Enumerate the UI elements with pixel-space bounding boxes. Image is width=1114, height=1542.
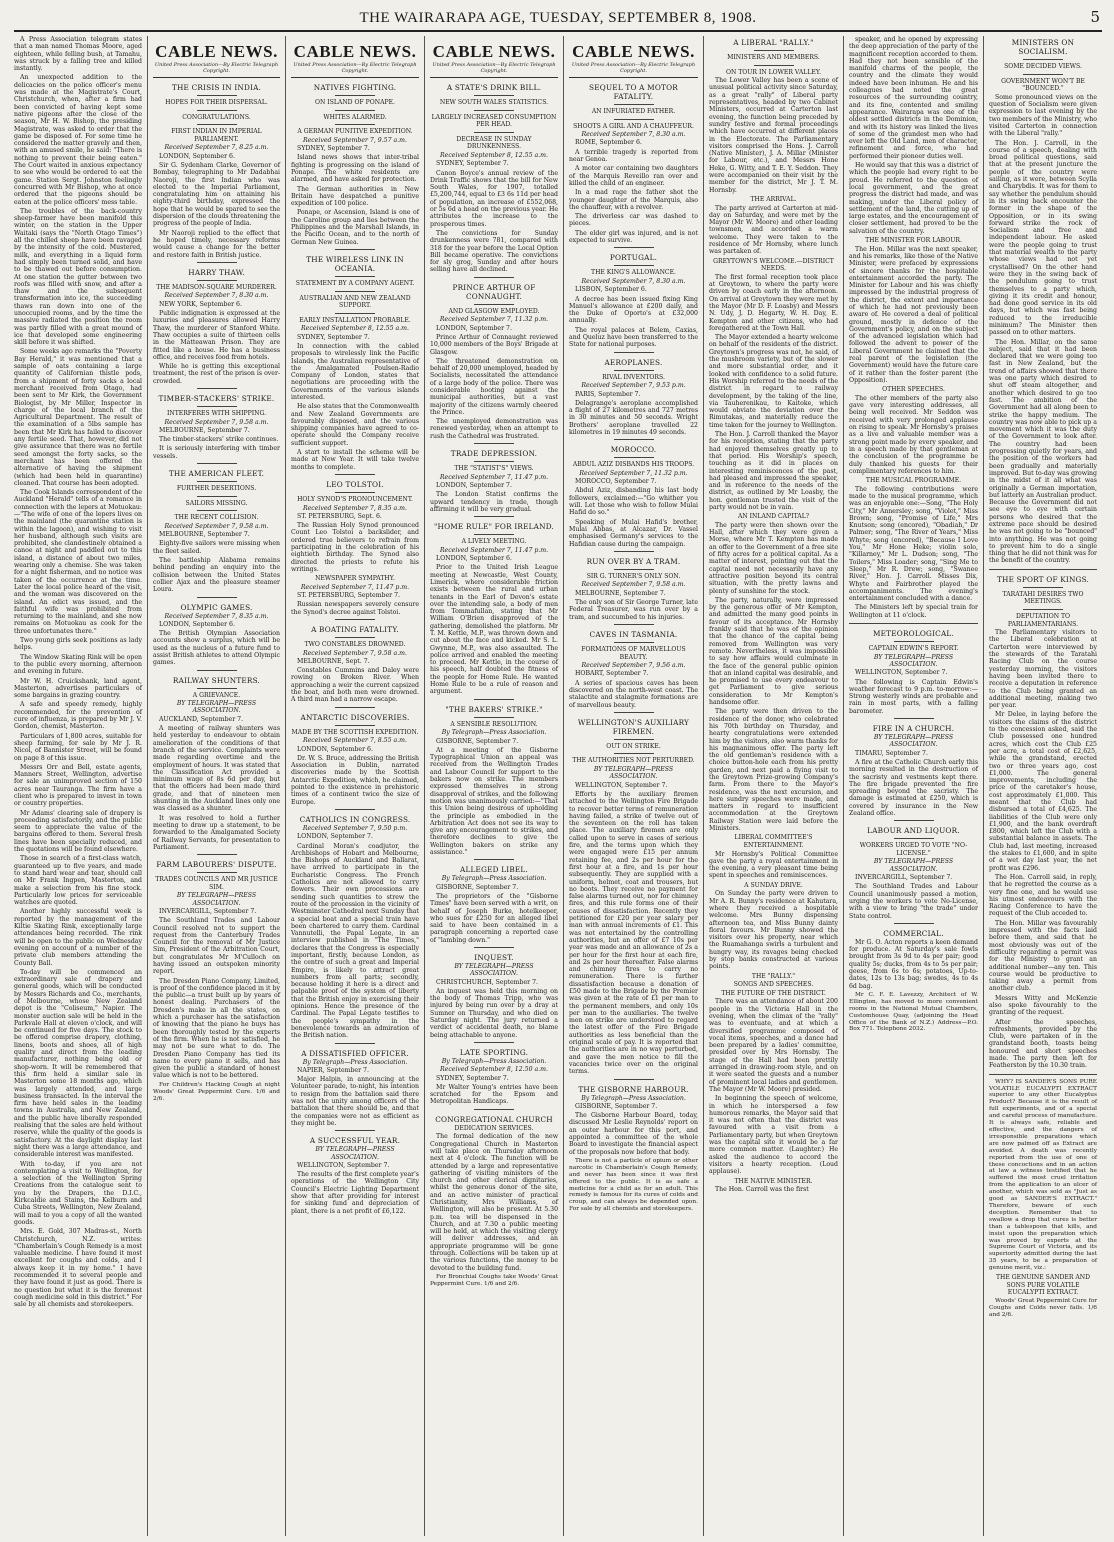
agency-line: BY TELEGRAPH—PRESS ASSOCIATION.	[315, 1146, 395, 1161]
paragraph: The only son of Sir George Turner, late Federal Treasurer, was run over by a tram, and succumbed to his injuries.	[569, 599, 698, 621]
article-subhead: MADE BY THE SCOTTISH EXPEDITION.	[291, 728, 419, 736]
article-subhead: GOVERNMENT WON'T BE "BOUNCED."	[1001, 77, 1085, 93]
paragraph: It is seriously interfering with timber vessels.	[153, 445, 280, 460]
article-subhead: TWO CONSTABLES DROWNED.	[304, 641, 406, 648]
paragraph: Messrs Witty and McKenzie also spoke favourably to the granting of the request.	[989, 994, 1097, 1017]
article-subhead: RIVAL INVENTORS.	[602, 373, 665, 381]
paragraph: Cardinal Moran's coadjutor, the Archbishops of Hobart and Melbourne, the Bishops of Auckland and Ballarat, have arrived to participate in the Eucharistic Congress. The French Catholics are not allowed to carry flowers. Their own processions are sending such quantities to strew the route of the procession in the vicinity of Westminster Cathedral next Sunday that a special boat and a special train have been chartered to carry them. Cardinal Vannutelli, the Papal Legate, in an interview published in "The Times," declares that the Congress is especially important, firstly, because London, as the centre of such a great and Imperial Empire, is likely to attract great numbers from all parts; secondly, because holding it here is a direct and palpable proof of the system of liberty that the British enjoy in exercising their opinions. Hence the presence of the Cardinal. The Papal Legate testifies to the people's sympathy in the benevolence towards an admiration of the British nation.	[291, 842, 419, 1040]
advertisement: There is not a particle of opium or other narcotic in Chamberlain's Cough Remedy, and never has been since it was first offered to the public. It is as safe a medicine for a child as for an adult. This remedy is famous for its cures of colds and croup, and can always be depended upon. For sale by all chemists and storekeepers.	[569, 1157, 698, 1213]
article-headline: TIMBER-STACKERS' STRIKE.	[158, 393, 275, 403]
place: ROME, September 6.	[575, 139, 642, 147]
column-3	[285, 36, 424, 1536]
agency-line: BY TELEGRAPH—PRESS ASSOCIATION.	[593, 766, 674, 781]
paragraph: The Southland Trades and Labour Council resolved not to support the request from the Canterbury Trades Council for the removal of Mr Justice Sim, President of the Arbitration Court, but congratulates Mr M'Culloch on having issued an outspoken minority report.	[153, 917, 280, 976]
article-subhead: INTERFERES WITH SHIPPING.	[166, 409, 267, 417]
paragraph: The convictions for Sunday drunkenness were 781, compared with 318 for the year before the Local Option Bill became operative. The convictions for sly grog, Sunday and after hours selling have all declined.	[430, 229, 558, 274]
paragraph: At a meeting of the Gisborne Typographical Union an appeal was received from the Wellington Trades and Labour Council for support to the bakers now on strike. The members expressed themselves in strong disapproval of strikes, and the following motion was unanimously carried:—"That this Union being desirous of upholding the principle as embodied in the Arbitration Act does not see its way to give any encouragement to strikes, and therefore declines to give the Wellington bakers on strike any assistance."	[430, 746, 558, 857]
article-subhead: DEPUTATION TO PARLIAMENTARIANS.	[1007, 612, 1079, 628]
paragraph: Those in search of a first-class watch, guaranteed up to five years, and made to stand hard wear and tear, should call on Mr Frank Ingpen, Masterton, and make a selection from his fine stock. Particularly low prices for serviceable watches are quoted.	[14, 855, 142, 907]
paragraph: Messrs Orr and Bell, estate agents, Manners Street, Wellington, advertise for sale an unimproved section of 150 acres near Tauranga. The firm have a client who is prepared to invest in town or country properties.	[14, 763, 142, 808]
column-1	[14, 36, 147, 1536]
place: WELLINGTON, September 7.	[855, 669, 948, 677]
paragraph: The driverless car was dashed to pieces.	[569, 213, 698, 228]
paragraph: A Press Association telegram states that a man named Thomas Moore, aged eighteen, while felling bush, at Tamahu, was struck by a falling tree and killed instantly.	[14, 36, 142, 73]
section-subhead: LIBERAL COMMITTEE'S ENTERTAINMENT.	[734, 834, 813, 849]
paragraph: The timber-stackers' strike continues.	[159, 436, 279, 444]
article-subhead: FIRST INDIAN IN IMPERIAL PARLIAMENT.	[171, 128, 262, 143]
columns	[14, 36, 1102, 1536]
section-subhead: THE MINISTER FOR LABOUR.	[865, 237, 962, 245]
paragraph: The formal dedication of the new Congregational Church in Masterton will take place on Thursday afternoon next at 4 o'clock. The function will be attended by a large and representative gathering of visiting ministers of the church and other clerical dignitaries, whilst the generous donor of the site, and an active minister of practical Christianity, Mrs Williams, of Wellington, will also be present. At 5.30 p.m. tea will be dispensed in the Church, and at 7.30 a public meeting will be held, at which the visiting clergy will deliver addresses, and an appropriate programme will be gone through. Collections will be taken up at the various functions, the money to be devoted to the building fund.	[430, 1133, 558, 1272]
article-headline: HARRY THAW.	[188, 267, 245, 277]
agency-line: By Telegraph—Press Association.	[441, 875, 547, 883]
article-headline: A SUCCESSFUL YEAR.	[309, 1136, 401, 1146]
dateline: Received September 8, 12.55 a.m.	[301, 325, 409, 333]
paragraph: The following is Captain Edwin's weather forecast to 9 p.m. to-morrow:—Strong westerly winds are probable and rain in most parts, with a falling barometer.	[849, 678, 978, 715]
masthead	[14, 8, 1102, 32]
paragraph: Mr Hornsby's Political Committee gave the party a royal entertainment in the evening, a very pleasant time being spent in speeches and reminiscences.	[709, 850, 838, 880]
dateline: Received September 7, 9.53 p.m.	[581, 382, 686, 390]
place: SYDNEY, September 7.	[297, 145, 370, 153]
paragraph: The party, naturally, were impressed by the generous offer of Mr Kempton, and admitted the many good points in favour of its acceptance. Mr Hornsby frankly said that he was of the opinion that the chance of the capital being removed from Wellington was very remote. Nevertheless, it was impossible to say how affairs would culminate in the face of the general public opinion that an inland capital was desirable, and he promised to use every endeavour to get Parliament to give serious consideration to Mr Kempton's handsome offer.	[709, 596, 838, 707]
place: LONDON, September 6.	[297, 745, 373, 753]
article-headline: THE AMERICAN FLEET.	[168, 469, 265, 479]
article-subhead: HOPES FOR THEIR DISPERSAL.	[165, 99, 268, 106]
paragraph: On Sunday the party were driven to Mr A. R. Bunny's residence at Kahutara, where they received a hospitable welcome. Mrs Bunny dispensing afternoon tea, and Miss Bunny dainty floral favours. Mr Bunny showed the visitors over his property, near which the Ruamahanga swirls a turbulent and hungry way, its ravages being checked by stop banks constructed at various points.	[709, 890, 838, 971]
article-subhead: THE "STATIST'S" VIEWS.	[454, 465, 534, 473]
paragraph: With to-day, if you are not contemplating a visit to Wellington, for a selection of the Wellington Spring Creations from the catalogue sent to you by the Drapers, the D.I.C., Kirkcaldie and Stains, the Kelburn and Cuba Streets, Wellington, New Zealand, will mail to you a copy of all the wanted goods.	[14, 1160, 142, 1226]
dateline: Received September 7, 9.58 a.m.	[164, 418, 269, 426]
article-headline: ANTARCTIC DISCOVERIES.	[300, 712, 410, 722]
advertisement: Woods' Great Peppermint Cure for Coughs and Colds never fails. 1/6 and 2/6.	[989, 1297, 1097, 1318]
paragraph: Mr Walter Young's entries have been scratched for the Epsom and Metropolitan Handicaps.	[430, 1083, 558, 1106]
paragraph: The troubles of the back-country sheep-farmer have been manifold this winter, on the station in the Upper Waitaki (says the "North Otago Times") all the chilled sheep have been ravaged by the intensity of the cold. Mustered, milk, and everything in a liquid form had simply been turned solid, and have to be thawed out before consumption. At one station the gutter between two roofs was filled with snow, and after a thaw and the subsequent transformation into ice, the succeeding thaws ran down into one of the unoccupied rooms, and by the time the massive radiated the position the room was partly filled with a great mound of ice that developed some engineering skill before it was shifted.	[14, 207, 142, 347]
article-headline: THE SPORT OF KINGS.	[996, 574, 1090, 584]
article-headline: TRADE DEPRESSION.	[450, 449, 538, 459]
paragraph: In connection with the cabled proposals to wirelessly link the Pacific Islands, the Australian representative of the Amalgamated Poulsen-Radio Company of London, states that negotiations are proceeding with the Governments of the various islands interested.	[291, 342, 419, 401]
place: SYDNEY, September 7.	[436, 1074, 509, 1082]
article-headline: CONGREGATIONAL CHURCH	[435, 1114, 553, 1124]
paragraph: The Hon. J. Carroll, in the course of a speech, dealing with broad political questions, said that at the present juncture the people of the country were sailing, as it were, between Scylla and Charybdis. It was for them to say whether the pendulum should in its swing back encounter the former in the shape of the Opposition, or in its swing forward strike the rock of Socialism and free and independent labour. He asked were the people going to trust that material wealth to the party whose views had not yet crystallised? On the other hand were they in the swing back of the pendulum going to trust themselves to a party which, giving it its credit and honour, had done good service in its old days, but which was fast being reduced to the irreducible minimum? The Minister then passed on to other matters.	[989, 139, 1097, 337]
paragraph: The German authorities in New Britain have despatched a punitive expedition of 100 police.	[291, 185, 419, 208]
agency-line: BY TELEGRAPH—PRESS ASSOCIATION.	[873, 734, 954, 749]
paragraph: Dr. W. S. Bruce, addressing the British Association in Dublin, narrated discoveries made by the Scottish Antarctic Expedition, which, he claimed, pointed to the existence in prehistoric times of a continent twice the size of Europe.	[291, 754, 419, 806]
paragraph: Public indignation is expressed at the luxuries and pleasures allowed Harry Thaw, the murderer of Stanford White. Thaw occupies a suite of thirteen cells in the Matteawan Prison. They are fitted like a house. He has a business office, and receives food from hotels.	[153, 310, 280, 361]
agency-line: BY TELEGRAPH—PRESS ASSOCIATION.	[873, 653, 954, 668]
article-headline: COMMERCIAL.	[883, 928, 944, 938]
paragraph: Prince Arthur of Connaught reviewed 10,000 members of the Boys' Brigade at Glasgow.	[430, 333, 558, 356]
article-subhead: CONGRATULATIONS.	[182, 113, 251, 121]
place: GISBORNE, September 7.	[436, 883, 519, 891]
dateline: Received September 7, 9.50 p.m.	[302, 824, 408, 832]
advertisement: WHY? IS SANDER'S SONS PURE VOLATILE EUCALYPTI EXTRACT superior to any other Eucalyptus Product? Because it is the result of full experiments, and of a special and careful process of manufacture. It is always safe, reliable and effective, and the dangers of irresponsible preparations which are now palmed off as Extract are avoided. A death was recently reported from the use of one of these concoctions and in an action at law a witness testified that he suffered the most cruel irritation from the application to an ulcer of another, which was sold as "Just as good as SANDER'S EXTRACT." Therefore, beware of such deception. Remember that to swallow a drop that cures is better than a tablespoon that kills, and insist upon the preparation which was proved by experts at the Supreme Court of Victoria, and its superiority admitted during the last 35 years, to be a preparation of genuine merit, viz.:	[989, 1078, 1097, 1272]
section-subhead: THE FUTURE OF THE DISTRICT.	[721, 989, 826, 997]
paragraph: The Hon. Millar was favourably impressed with the facts laid before them, and said that he most obviously was out of the difficulty regarding a permit was for the Ministry to grant an additional number—any ten. This course would be productive to taking away a permit from another club.	[989, 919, 1097, 993]
dateline: Received September 7, 8.30 a.m.	[581, 277, 686, 285]
paragraph: It was resolved to hold a further meeting to draw up a statement, to be forwarded to the Amalgamated Society of Railway Servants, for presentation to Parliament.	[153, 814, 280, 851]
paragraph: The London Statist confirms the upward tendency in trade, though affirming it will be very gradual.	[430, 491, 558, 513]
paragraph: The other members of the party also gave very interesting addresses, all being well received. Mr Seddon was received with very prolonged applause on rising to speak. Mr Hornsby's praises as a live and valuable member was a strong point made by every speaker, and in a speech made by that gentleman at the conclusion of the programme he duly thanked his guests for their complimentary references to him.	[849, 394, 978, 475]
article-headline: "HOME RULE" FOR IRELAND.	[433, 522, 555, 532]
article-headline: "THE BAKERS' STRIKE."	[445, 704, 543, 714]
paragraph: Two young girls seek positions as lady helps.	[14, 637, 142, 652]
cable-news-heading: CABLE NEWS.	[432, 42, 556, 61]
article-subhead: WHITES ALARMED.	[323, 113, 387, 121]
paragraph: An inquest was held this morning on the body of Thomas Tripp, who was injured by being run over by a dray at Sumner on Thursday, and who died on Saturday night. The jury returned a verdict of accidental death, no blame being attachable to anyone.	[430, 987, 558, 1039]
place: SYDNEY, September 7.	[436, 160, 509, 168]
paragraph: He also states that the Commonwealth and New Zealand Governments are favourably disposed, and the various shipping companies have agreed to co-operate should the Company receive sufficient support.	[291, 403, 419, 447]
article-headline: FIRE IN A CHURCH.	[872, 724, 955, 734]
article-headline: WELLINGTON'S AUXILIARY FIREMEN.	[577, 717, 690, 736]
place: CHRISTCHURCH, September 7.	[436, 978, 538, 986]
place: LONDON, September 6.	[436, 555, 512, 563]
section-subhead: AN INLAND CAPITAL?	[737, 513, 810, 521]
place: GISBORNE, September 7.	[436, 737, 519, 745]
column-2	[147, 36, 285, 1536]
dateline: Received September 7, 11.47 p.m.	[300, 583, 410, 591]
article-subhead: THE MADISON-SQUARE MURDERER.	[156, 283, 277, 291]
dateline: Received September 7, 9.58 a.m.	[581, 581, 686, 589]
article-headline: THE CRISIS IN INDIA.	[171, 83, 262, 92]
section-subhead: THE MUSICAL PROGRAMME.	[865, 477, 962, 485]
article-headline: NATIVES FIGHTING.	[313, 83, 397, 92]
article-headline: A DISSATISFIED OFFICER.	[301, 1048, 409, 1058]
dateline: Received September 7, 8.35 a.m.	[302, 504, 408, 512]
dateline: Received September 7, 8.30 a.m.	[581, 131, 686, 139]
paragraph: The battleship Alabama remains behind pending an enquiry into the collision between the United States collier Ajax and the pleasure steamer Loura.	[153, 557, 280, 594]
article-subhead: WORKERS URGED TO VOTE "NO-LICENSE."	[859, 842, 968, 857]
place: TIMARU, September 7.	[855, 749, 928, 757]
agency-line: By Telegraph—Press Association.	[581, 1094, 686, 1102]
article-headline: A BOATING FATALITY.	[311, 625, 399, 634]
paragraph: The Mayor extended a hearty welcome on behalf of the residents of the district. Greytown's progress was not, he said, of the mushroom variety, but of the slower and more substantial order, and it looked with confidence to a solid future. His Worship referred to the needs of the district in regard to railway development, by the taking of the line, via Tauherenikau, to Kaitoke, which would obviate the deviation over the Rimutakas, and materially reduce the time taken for the journey to Wellington.	[709, 334, 838, 429]
dateline: Received September 7, 8.25 a.m.	[164, 144, 269, 152]
agency-line: BY TELEGRAPH—PRESS ASSOCIATION.	[873, 858, 954, 873]
dateline: Received September 7, 8.35 a.m.	[164, 612, 269, 620]
dateline: Received September 7, 11.47 p.m.	[439, 473, 549, 481]
article-subhead: SAILORS MISSING.	[185, 499, 248, 507]
paragraph: A safe and speedy remedy, highly recommended, for the prevention of cure of influenza, is prepared by Mr J. V. Gordon, chemist, Masterton.	[14, 701, 142, 731]
paragraph: The Ministers left by special train for Wellington at 11 o'clock.	[849, 604, 978, 619]
place: AUCKLAND, September 7.	[159, 715, 244, 723]
column-8	[983, 36, 1102, 1536]
section-subhead: GREYTOWN'S WELCOME.—DISTRICT NEEDS.	[713, 257, 834, 273]
paragraph: Ponape, or Ascension, Island is one of the Caroline group and lies between the Philippines and the Marshall Islands, in the Pacific Ocean, and to the north of German New Guinea.	[291, 209, 419, 246]
paragraph: Efforts by the auxiliary firemen attached to the Wellington Fire Brigade to recover better terms of remuneration having failed, a strike of twelve out of the seventeen on the roll has taken place. The auxiliary firemen are only called upon to serve in cases of serious fire, and the terms upon which they were engaged were £15 per annum retaining fee, and 2s per hour for the first hour at a fire, and 1s per hour subsequently. They are supplied with a uniform, helmet, coat and trousers, but no boots. They receive no payment for false alarms turned out, nor for chimney fires, and this rule forms one of their causes of dissatisfaction. Recently they petitioned for £20 per year salary per man with annual increments of £1. This was not entertained by the controlling authorities, but an offer of £7 10s per year was made and an allowance of 2s a per hour for the first hour at each fire, and 2s per hour thereafter. False alarms and chimney fires to carry no remuneration. There is further dissatisfaction because a donation of £50 made to the Brigade by the Premier was given at the rate of £1 per man to the permanent members, and only 10s per man to the auxiliaries. The twelve men on strike are understood to regard the latest offer of the Fire Brigade authorities as less beneficial than the original scale of pay. It is reported that the authorities are in no way perturbed, and gave the men notice to fill the vacancies twice over on the original terms.	[569, 790, 698, 1076]
paragraph: Mr W. H. Cruickshank, land agent, Masterton, advertises particulars of some bargains in grazing country.	[14, 677, 142, 700]
column-4	[424, 36, 563, 1536]
cable-news-heading: CABLE NEWS.	[293, 42, 417, 61]
dateline: Received September 7, 11.32 p.m.	[439, 316, 549, 324]
article-subhead: TRADES COUNCILS AND MR JUSTICE SIM.	[155, 876, 278, 891]
paragraph: Constables Cummins and Daley were rowing on Broken River. When approaching a weir the current capsized the boat, and both men were drowned. A third man had a narrow escape.	[291, 667, 419, 704]
place: LONDON, September 6.	[159, 620, 235, 628]
section-subhead: THE "RALLY."	[751, 972, 796, 980]
place: NAPIER, September 7.	[297, 1066, 369, 1074]
place: GISBORNE, September 7.	[575, 1102, 658, 1110]
cable-credit: United Press Association—By Electric Telegraph Copyright.	[569, 62, 698, 78]
article-subhead: NEWSPAPER SYMPATHY.	[315, 575, 395, 583]
article-headline: AEROPLANES.	[604, 357, 663, 367]
column-7	[843, 36, 983, 1536]
paragraph: The Hon. J. Carroll thanked the Mayor for his reception, stating that the party had enjoyed themselves greatly up to that period. His Worship's speech, touching as it did in places on interesting reminiscences of the past, had pleased and impressed the speaker, and in reference to the needs of the district, as outlined by Mr Loasby, the hon. gentleman trusted the visit of the party would not be in vain.	[709, 431, 838, 511]
place: MOROCCO, September 7.	[575, 478, 657, 486]
article-subhead: AUSTRALIAN AND NEW ZEALAND SUPPORT.	[299, 294, 411, 310]
paragraph: A terrible tragedy is reported from near Genoa.	[569, 148, 698, 164]
paragraph: The threatened demonstration on behalf of 20,000 unemployed, headed by Socialists, necessitated the attendance of a large body of the police. There was considerable hooting against the municipal authorities, but a vast majority of the citizens warmly cheered the Prince.	[430, 357, 558, 416]
paragraph: A meeting of railway shunters was held yesterday to endeavour to obtain amelioration of the conditions of that branch of the service. Complaints were made regarding overtime and the employment of hours. It was stated that the Classification Act provided a minimum wage of 8s 6d per day, but that the officers had been made third grade, and that of nineteen men shunting in the Auckland lines only one was classed as a shunter.	[153, 725, 280, 813]
paragraph: In beginning the speech of welcome, in which he interspersed a few humorous remarks, the Mayor said that it was not often that the district was favoured with a visit from a Parliamentary party, but when Greytown was the capital site it would be a far more common matter. (Laughter.) He asked the audience to accord the visitors a hearty reception. (Loud applause).	[709, 1095, 838, 1176]
paragraph: Sir G. Sydenham Clarke, Governor of Bombay, telegraphing to Mr Dadabhai Naoroji, the first Indian who was elected to the Imperial Parliament, congratulating him on attaining his eighty-third birthday, expressed the hope that he would be spared to see the dispersion of the clouds threatening the progress of the people of India.	[153, 161, 280, 228]
article-headline: A LIBERAL "RALLY."	[733, 38, 814, 47]
paragraph: While he is getting this exceptional treatment, the rest of the prison is over-crowded.	[153, 363, 280, 385]
article-headline: SEQUEL TO A MOTOR FATALITY.	[589, 83, 678, 101]
paragraph: The first formal reception took place at Greytown, to where the party were driven by coach early in the afternoon. On arrival at Greytown they were met by the Mayor (Mr D. F. Loasby) and Messrs N. Udy, J. D. Hegarty, W. H. Day, E. Kempton and other citizens, who had foregathered at the Town Hall.	[709, 273, 838, 332]
article-subhead: THE AUTHORITIES NOT PERTURBED.	[572, 757, 695, 765]
cable-credit: United Press Association—By Electric Telegraph Copyright.	[291, 62, 419, 78]
cable-credit: United Press Association—By Electric Telegraph Copyright.	[153, 62, 280, 78]
paragraph: Canon Boyce's annual review of the Drink Traffic shows that the bill for New South Wales, for 1907, totalled £5,200,744, equal to £3 6s 11d per head of population, an increase of £552,068, or 5s 6d a head on the previous year. He attributes the increase to the prosperous times.	[430, 169, 558, 228]
dateline: Received September 7, 11.32 p.m.	[579, 469, 688, 477]
paragraph: The Hon. Millar, on the same subject, said that it had been declared that we were going too fast in New Zealand, but the trend of affairs showed that there was one party which desired to shut off steam altogether, and another which desired to go too fast. The ambition of the Government had all along been to strike the happy medium. The country was now able to pick up a movement which it was the duty of the Government to look after. The country had been progressing quietly for years, and the position of the workers had been gradually and materially improved. But to-day was growing in the midst of it all what was originally a German importation, but latterly an Australian product. Because the Government did not see eye to eye with certain persons who desired that the extreme pace should be desired he was not going to be "bounced" into anything. He was not going to prevent him to do a single thing that he did not think was for the benefit of the country.	[989, 338, 1097, 565]
article-subhead: AN INFURIATED FATHER.	[591, 108, 676, 115]
paragraph: The Hon. Millar was the next speaker, and his remarks, like those of the Native Minister, were prefaced by expressions of sincere thanks for the hospitable entertainment accorded the party. The Minister for Labour and his was chiefly impressed by the industrial progress of the district, the extent and importance of which he had not previously been aware of. He covered a deal of political ground, mostly in defence of the Government's policy, and on the subject of the advanced legislation which had followed the advent to power of the Liberal Government he claimed that the real parent of the legislation (the Government) would have the future care of it rather than the foster parent (the Opposition).	[849, 245, 978, 384]
place: ST. PETERSBURG, Sept. 6.	[297, 512, 382, 520]
article-subhead: SOME DECIDED VIEWS.	[1004, 63, 1082, 70]
place: WELLINGTON, September 7.	[575, 781, 668, 789]
paragraph: The party were then driven to the residence of the donor, who celebrated his 70th birthday on Thursday, and hearty congratulations were extended him by the visitors, also warm thanks for his magnanimous offer. The party left the old gentleman's residence with a choice button-hole each from his pretty garden, and next paid a flying visit to the Greytown Prize-growing Company's farm. From there to the Mayor's residence, was the next excursion, and here sundry speeches were made, and matters in regard to insufficient accommodation at the Greytown Railway Station were laid before the Ministers.	[709, 708, 838, 833]
masthead-title: THE WAIRARAPA AGE, TUESDAY, SEPTEMBER 8, 1908.	[359, 10, 757, 26]
dateline: Received September 7, 11.47 p.m.	[439, 546, 549, 554]
paragraph: He would say that this was a district of which the people had every right to be proud. He referred to the question of local government, and the great progress the district had made, and was making, under the Liberal policy of settlement of the land, the cutting up of large estates, and the encouragement of closer settlement, had proved to be the salvation of the country.	[849, 162, 978, 235]
paragraph: The results of the first complete year's operations of the Wellington City Council's Electric Lighting Department show that after providing for interest for sinking fund and depreciation of plant, there is a net profit of £6,122.	[291, 1171, 419, 1215]
paragraph: Delagrange's aeroplane accomplished a flight of 27 kilometres and 727 metres in 30 minutes and 50 seconds. Wright Brothers' aeroplane travelled 22 kilometres in 19 minutes 49 seconds.	[569, 399, 698, 436]
dateline: Received September 8, 12.55 a.m.	[440, 151, 548, 159]
agency-line: By Telegraph—Press Association.	[302, 1058, 408, 1066]
paragraph: Speaking of Mulai Hafid's brother, Mulai Abbas, at Alcazar, Dr. Vassel emphasised Germany's services to the Hafidian cause during the campaign.	[569, 518, 698, 548]
paragraph: The party arrived at Carterton at mid-day on Saturday, and were met by the Mayor (Mr W. Moore) and other leading townsmen, and accorded a warm welcome. They were taken to the residence of Mr Hornsby, where lunch was partaken of.	[709, 204, 838, 256]
paragraph: After the speeches, refreshments, provided by the Club, were partaken of in the grandstand booth, toasts being honoured and short speeches made. The party then left for Featherston by the 10.30 train.	[989, 1018, 1097, 1070]
section-subhead: OTHER SPEECHES.	[882, 386, 945, 394]
paragraph: The Window Skating Rink will be open to the public every morning, afternoon and evening in future.	[14, 653, 142, 676]
paragraph: The proprietors of the "Gisborne Times" have been served with a writ, on behalf of Joseph Burke, hotelkeeper, who sues for £250 for an alleged libel said to have been contained in a paragraph concerning a reported case of "lambing down."	[430, 892, 558, 944]
article-headline: CATHOLICS IN CONGRESS.	[299, 814, 411, 824]
column-6	[703, 36, 843, 1536]
article-headline: RAILWAY SHUNTERS.	[172, 675, 261, 685]
paragraph: A series of spacious caves has been discovered on the north-west coast. The stalactite and stalagmite formations are of marvellous beauty.	[569, 679, 698, 709]
dateline: Received September 7, 9.56 a.m.	[581, 662, 686, 670]
article-subhead: CAPTAIN EDWIN'S REPORT.	[868, 645, 959, 653]
paragraph: A fire at the Catholic Church early this morning resulted in the destruction of the sacristy and vestments kept there. The fire brigade prevented the fire spreading beyond the sacristy. The damage is estimated at £250, which is covered by insurance in the New Zealand office.	[849, 758, 978, 817]
paragraph: The party were then shown over the Hall, after which they were given a Morse, where Mr T. Kempton has made an offer to the Government of a free site of fifty acres for a political capital. As a matter of interest, pointing out that the capital need not necessarily have any attractive position beyond its central situation, with the pretty lawns and plenty of sunshine for the stock.	[709, 521, 838, 595]
article-headline: LATE SPORTING.	[459, 1047, 529, 1057]
place: PARIS, September 7.	[575, 390, 641, 398]
article-subhead: A LIVELY MEETING.	[461, 538, 527, 546]
article-headline: RUN OVER BY A TRAM.	[586, 556, 681, 566]
article-subhead: ON TOUR IN LOWER VALLEY.	[725, 68, 822, 76]
section-subhead: THE NATIVE MINISTER.	[734, 1177, 813, 1185]
section-subhead: A SUNDAY DRIVE.	[744, 881, 803, 889]
article-subhead: THE KING'S ALLOWANCE.	[591, 269, 676, 277]
cable-news-heading: CABLE NEWS.	[155, 42, 278, 61]
article-headline: A STATE'S DRINK BILL.	[446, 83, 542, 92]
article-headline: LEO TOLSTOI.	[326, 479, 384, 489]
cable-credit: United Press Association—By Electric Telegraph Copyright.	[430, 62, 558, 78]
place: MELBOURNE, Sept. 7.	[297, 657, 370, 665]
paragraph: To-day will be commenced an extraordinary sale of drapery and general goods, which will be conducted by Messrs Richards and Co., merchants, of Melbourne, whose New Zealand depot is the "Coliseum," Napier. The monster auction sale will be held in the Parkvale Hall at eleven o'clock, and will be continued for five days. The stock to be offered comprise drapery, clothing, linens, boots and shoes, all of high quality and direct from the leading manufacturer, nothing being old or shop-worn. It will be remembered that this firm held a similar sale in Masterton some 18 months ago, which was largely attended, and large business transacted. In the interval the firm have held sales in the leading towns in Australia, and New Zealand, and the public have liberally responded realising that the sales are held without reserve, while the quality of the goods is satisfactory. At the daylight display last night there was a large attendance, and considerable interest was manifested.	[14, 968, 142, 1159]
article-headline: METEOROLOGICAL.	[872, 629, 954, 639]
agency-line: BY TELEGRAPH—PRESS ASSOCIATION.	[176, 700, 257, 715]
article-subhead: THE RECENT COLLISION.	[174, 514, 259, 522]
agency-line: BY TELEGRAPH—PRESS ASSOCIATION.	[176, 892, 257, 907]
paragraph: The Gisborne Harbour Board, today, discussed Mr Leslie Reynolds' report on an outer harbour for this port, and appointed a committee of the whole Board to investigate the financial aspect of the proposals now before that body.	[569, 1112, 698, 1156]
article-subhead: ON ISLAND OF PONAPE.	[315, 99, 395, 106]
article-headline: MINISTERS ON SOCIALISM.	[1011, 38, 1075, 56]
place: NEW YORK, September 6.	[159, 300, 242, 308]
article-headline: OLYMPIC GAMES.	[180, 602, 253, 612]
advertisement-heading: THE GENUINE SANDER AND SONS PURE VOLATILE EUCALYPTI EXTRACT.	[995, 1274, 1091, 1297]
paragraph: The Southland Trades and Labour Council unanimously passed a motion, urging the workers to vote No-License, with a view to bring "the trade" under State control.	[849, 883, 978, 920]
dateline: Received September 7, 9.58 a.m.	[302, 649, 408, 657]
paragraph: The British Olympian Association accounts show a surplus, which will be used as the nucleus of a future fund to assist British athletes to attend Olympic games.	[153, 630, 280, 667]
article-subhead: SIR G. TURNER'S ONLY SON.	[586, 572, 681, 580]
place: LONDON, September 7.	[436, 481, 512, 489]
paragraph: Major Halpin, in announcing at the Volunteer parade, to-night, his intention to resign from the battalion said there was not the unity among officers of the battalion that there should be, and that the companies were not as efficient as they might be.	[291, 1076, 419, 1127]
paragraph: Island news shows that inter-tribal fighting is progressing on the island of Ponape. The white residents are alarmed, and have asked for protection.	[291, 154, 419, 184]
paragraph: An unexpected addition to the delicacies on the police officer's menu was made at the Magistrate's Court, Christchurch, when, after a firm had been convicted of having kept some native pigeons after the close of the season, Mr H. W. Bishop, the presiding Magistrate, was asked to order that the game be disposed of. For some time he considered the matter gravely and then, with an amused smile, he said: "There is nothing to prevent their being eaten." The Court waited in anxious expectancy to see who would be ordered to eat the game. Station Sergt. Johnston feelingly concurred with Mr Bishop, who at once ordered that the pigeons should be eaten at the police officers' mess table.	[14, 74, 142, 206]
advertisement: For Bronchial Coughs take Woods' Great Peppermint Cure. 1/6 and 2/6.	[430, 1273, 558, 1287]
paragraph: A motor car containing two daughters of the Marquis Reveillo ran over and killed the child of an engineer.	[569, 165, 698, 187]
paragraph: The royal palaces at Belem, Caxias, and Queluz have been transferred to the State for national purposes.	[569, 326, 698, 349]
paragraph: Mr G. O. Acton reports a keen demand for produce. At Saturday's sale fowls brought from 3s 9d to 4s per pair; good quality 5s; ducks, from 4s to 5s per pair; geese, from 6s to 6s; potatoes, Up-to-dates, 12s to 13s bag; swedes, 4s to 4s 6d bag.	[849, 938, 978, 990]
paragraph: Mr Naoroji replied to the effect that he hoped timely, necessary reforms would cause a change for the better and restore faith in British justice.	[153, 229, 280, 259]
place: LONDON, September 7.	[436, 324, 512, 332]
article-subhead: MINISTERS AND MEMBERS.	[727, 54, 820, 61]
article-subhead: SHOOTS A GIRL AND A CHAUFFEUR.	[573, 122, 694, 130]
agency-line: BY TELEGRAPH—PRESS ASSOCIATION.	[454, 962, 534, 978]
article-subhead: NEW SOUTH WALES STATISTICS.	[439, 99, 549, 106]
article-headline: ALLEGED LIBEL.	[460, 865, 528, 875]
article-subhead: DEDICATION SERVICES.	[454, 1124, 534, 1132]
place: LISBON, September 6.	[575, 286, 647, 294]
paragraph: The Hon. Carroll said, in reply, that he regretted the course as a very fine one, and he would use his utmost endeavours with the Racing Conference to have the request of the Club acceded to.	[989, 873, 1097, 918]
column-5	[563, 36, 703, 1536]
paragraph: The Russian Holy Synod pronounced Count Leo Tolstoi a backslider, and ordered true believers to refrain from participating in the celebration of his eightieth birthday. The Synod also directed the priests to refute his writings.	[291, 522, 419, 573]
article-headline: PRINCE ARTHUR OF CONNAUGHT.	[452, 282, 536, 301]
paragraph: A decree has been issued fixing King Manuel's allowance at £200 daily, and the Duke of Oporto's at £32,000 annually.	[569, 295, 698, 325]
article-headline: THE WIRELESS LINK IN OCEANIA.	[306, 254, 404, 273]
article-headline: INQUEST.	[474, 952, 514, 962]
article-headline: MOROCCO.	[610, 445, 657, 455]
article-subhead: FURTHER DESERTIONS.	[176, 485, 257, 493]
paragraph: Some pronounced views on the question of Socialism were given expression to last evening by the two members of the Ministry, who visited Carterton in connection with the Liberal "rally."	[989, 93, 1097, 138]
paragraph: Another highly successful week is reported by the management of the Kiltie Skating Rink, exceptionally large attendances being recorded. The rink will be open to the public on Wednesday evening on account of a number of the private club members attending the County Ball.	[14, 908, 142, 967]
dateline: Received September 7, 8.55 a.m.	[302, 737, 408, 745]
article-subhead: DECREASE IN SUNDAY DRUNKENNESS.	[456, 135, 532, 151]
paragraph: The Cook Islands correspondent of the Auckland "Herald" tells of a romance in connection with the lepers at Motuokau:—"The wife of one of the lepers lives on the mainland (the quarantine station is within the lagoon), and wishing to visit her husband, although such visits are prohibited, she clandestinely obtained a canoe at night and paddled out to this island, a distance of about two miles, wearing only a chemise. She was taken for a night fisherman, and no notice was taken of the occurrence at the time. Later the local police heard of the visit, and the woman was discovered on the island. An edict was issued, and the faithful wife was prohibited from returning to the mainland, and she now remains on Motuokau as cook for the three unfortunates there."	[14, 489, 142, 635]
article-headline: PORTUGAL.	[609, 253, 658, 263]
paragraph: Prior to the United Irish League meeting at Newcastle, West County, Limerick, where considerable friction exists between the rural and urban tenants in the Earl of Devon's estate over the intending sale, a body of men from Tommafullan, stating that Mr William O'Brien disapproved of the gathering, demolished the platform. Mr T. M. Kettle, M.P., was thrown down and cut about the face and kicked. Mr S. L. Gwynne, M.P., was also assaulted. The police arrived and enabled the meeting to proceed. Mr Kettle, in the course of his speech, half doubted the fitness of the people for Home Rule. He wanted Home Rule to be a rule of reason and argument.	[430, 564, 558, 696]
article-subhead: A GERMAN PUNITIVE EXPEDITION.	[297, 128, 413, 136]
paragraph: speaker, and he opened by expressing the deep appreciation of the party of the magnificent reception accorded to them. Had they not been sensible of the manifold charms of the people, the country and the climate they would indeed have been inhuman. He and his colleagues had noted the great resources of the surrounding country, and its fine, contented and smiling appearance. Wairarapa was one of the oldest settled districts in the Dominion, and with its history was linked the lives of some of the grandest men who had ever left the Old Land, men of character, refinement and force, who had performed their pioneer duties well.	[849, 36, 978, 160]
place: SYDNEY, September 7.	[297, 333, 370, 341]
article-subhead: ABDUL AZIZ DISBANDS HIS TROOPS.	[572, 461, 695, 469]
article-subhead: HOLY SYNOD'S PRONOUNCEMENT.	[297, 495, 413, 503]
article-subhead: AND GLASGOW EMPLOYED.	[448, 307, 540, 315]
paragraph: The Dresden Piano Company, Limited, is proof of the confidence placed in it by the public—a trust built up by years of honest dealing. Purchasers of the Dresden's make in all the states, on which a purchaser has the satisfaction of knowing that the piano he buys has been thoroughly tested by the experts of the firm. When he is not satisfied, he may not be sure what to do. The Dresden Piano Company has tied its name to every piano it sells, and has given the public a standard of honest value which is not to be bettered.	[153, 977, 280, 1080]
article-subhead: LARGELY INCREASED CONSUMPTION PER HEAD.	[431, 113, 557, 129]
article-headline: CAVES IN TASMANIA.	[589, 629, 678, 639]
article-headline: LABOUR AND LIQUOR.	[867, 826, 960, 836]
dateline: Received September 8, 12.50 a.m.	[440, 1066, 548, 1074]
dateline: Received September 7, 9.57 a.m.	[302, 136, 408, 144]
paragraph: The Lower Valley has been a scene of unusual political activity since Saturday, as a great "rally" of Liberal party representatives, headed by two Cabinet Ministers, occurred at Carterton last evening, the function being preceded by sundry festive and formal proceedings which have occurred at different places in the Electorate. The Parliamentary visitors comprised the Hons. J. Carroll (Native Minister), J. A. Millar (Minister for Labour, etc.), and Messrs Hone Heke, G. Witty, and T. E. Y. Seddon. They were accompanied on their visit by the member for the district, Mr J. T. M. Hornsby.	[709, 77, 838, 194]
paragraph: The unemployed demonstration was renewed yesterday, when an attempt to rush the Cathedral was frustrated.	[430, 418, 558, 440]
paragraph: The Hon. Carroll was the first	[715, 1186, 809, 1194]
paragraph: There was an attendance of about 200 people in the Victoria Hall in the evening, when the climax of the "rally" was to eventuate, and at which a diversified programme composed of vocal items, speeches, and a dance had been prepared by a ladies' committee, presided over by Mrs Hornsby. The stage of the Hall had been prettily arranged in drawing-room style, and on it were seated the guests and a number of prominent local ladies and gentlemen. The Mayor (Mr W. Moore) presided.	[709, 998, 838, 1093]
agency-line: By Telegraph—Press Association.	[441, 1057, 547, 1065]
place: INVERCARGILL, September 7.	[159, 907, 257, 915]
page-number: 5	[1090, 8, 1100, 26]
paragraph: Particulars of 1,800 acres, suitable for sheep farming, for sale by Mr J. R. Nicol, of Bannister Street, will be found on page 8 of this issue.	[14, 732, 142, 762]
paragraph: The following contributions were made to the musical programme, which was an enjoyable one:—Song, "The Holy City," Mr Annersley; song, "Violet," Miss Brown; song, "Promise of Life," Mrs Knutson; song (encored), "Obadiah," Dr Palmer; song, "The River of Years," Miss Whyte; song (encored), "Because I Love You," Mr Hone Heke; violin solo, "Killarney," Mr L. Dudson; song, "The Toilers," Miss Loader; song, "Sing Me to Sleep," Mr R. Drew; song, "Swanee River," Hon. J. Carroll. Misses Dix, Whyte and Fairbrother played the accompaniments. The evening's entertainment concluded with a dance.	[849, 485, 978, 603]
place: ST. PETERSBURG, September 7.	[297, 592, 401, 600]
article-subhead: STATEMENT BY A COMPANY AGENT.	[295, 279, 415, 287]
agency-line: By Telegraph—Press Association.	[441, 729, 547, 737]
paragraph: In a mad rage the father shot the younger daughter of the Marquis, also the chauffeur, with a revolver.	[569, 189, 698, 211]
paragraph: Abdul Aziz, disbanding his last body followers, exclaimed:—"Go whither you will. Let those who wish to follow Mulai Hafid do so."	[569, 487, 698, 517]
place: LONDON, September 7.	[297, 833, 373, 841]
place: HOBART, September 7.	[575, 670, 649, 678]
place: INVERCARGILL, September 7.	[855, 874, 953, 882]
paragraph: Mr Adams' clearing sale of drapery is proceeding satisfactorily, and the public seem to appreciate the value of the bargains offered to them. Several fresh lines have been specially reduced, and the quotations will be found elsewhere.	[14, 809, 142, 854]
place: LONDON, September 6.	[159, 152, 235, 160]
place: MELBOURNE, September 7.	[159, 531, 250, 539]
paragraph: Mr Delee, in laying before the visitors the claims of the district to the concession asked, said the Club possessed one hundred acres, which cost the Club £25 per acre, a total cost of £2,625, while the grandstand, erected two or three years ago, cost £1,000. The general improvements, including the price of the caretaker's house, cost approximately £1,000. This meant that the Club had disbursed a total of £4,625. The liabilities of the Club were only £1,900, and the bank overdraft £800, which left the Club with a substantial balance in assets. The Club had, last meeting, increased the stakes to £1,600, and in spite of a wet day last year, the net profit was £296.	[989, 711, 1097, 872]
paragraph: Some weeks ago remarks the "Poverty Bay Herald," it was mentioned that a sample of oats containing a large quantity of Californian thistle pods, from a shipment of forty sacks a local merchant received from Otago, had been sent to Mr Kirk, the Government Biologist, by Mr Miller, Inspector in charge of the local branch of the Agricultural Department. The result of the examination of a 5lbs sample has been that Mr Kirk has failed to discover any fertile seed. That, however, did not give assurance that there was no fertile seed amongst the forty sacks, so the merchant has been offered the alternative of having the shipment (which had been held in quarantine) cleaned. That course has been adopted.	[14, 348, 142, 487]
paragraph: The Parliamentary visitors to the Liberal celebration at Carterton were interviewed by the stewards of the Taratahi Racing Club on the course yesterday morning, the visitors having been invited there to receive a deputation in reference to the Club being granted an additional meeting, making two per year.	[989, 629, 1097, 710]
dateline: Received September 7, 8.30 a.m.	[164, 292, 269, 300]
paragraph: A start to install the scheme will be made at New Year. It will take twelve months to complete.	[291, 449, 419, 471]
place: MELBOURNE, September 7.	[575, 589, 666, 597]
article-subhead: FORMATIONS OF MARVELLOUS BEAUTY.	[581, 645, 686, 661]
cable-news-heading: CABLE NEWS.	[572, 42, 695, 61]
paragraph: Eighty-five sailors were missing when the fleet sailed.	[153, 540, 280, 555]
paragraph: The elder girl was injured, and is not expected to survive.	[569, 229, 698, 245]
paragraph: Russian newspapers severely censure the Synod's decree against Tolstoi.	[291, 601, 419, 616]
article-headline: THE GISBORNE HARBOUR.	[578, 1084, 689, 1094]
article-subhead: A SENSIBLE RESOLUTION.	[450, 720, 538, 728]
article-subhead: A GRIEVANCE.	[192, 691, 241, 699]
article-subhead: OUT ON STRIKE.	[606, 742, 661, 750]
paragraph: Mrs. E. Gold, 307 Madras-st., North Christchurch, N.Z. writes: "Chamberlain's Cough Remedy is a most valuable medicine. I have found it most excellent for coughs and colds, and I always keep it in my home." I have recommended it to several people and they have found it just as good. There is no question but what it is the foremost cough medicine sold in this district." For sale by all chemists and storekeepers.	[14, 1228, 142, 1309]
section-subhead: SONGS AND SPEECHES.	[733, 981, 814, 989]
advertisement: Mr C. F. E. Lavezzy, Architect of W. Ellington, has moved to more convenient rooms in the National Mutual Chambers, Customhouse Quay, (adjoining the Head Office of the Bank of N.Z.) Address—P.O. Box 771. Telephone 2032.	[849, 991, 978, 1033]
article-headline: FARM LABOURERS' DISPUTE.	[156, 860, 277, 870]
article-subhead: EARLY INSTALLATION PROBABLE.	[299, 316, 411, 324]
place: WELLINGTON, September 7.	[297, 1161, 390, 1169]
advertisement: For Children's Hacking Cough at night Woods' Great Peppermint Cure. 1/6 and 2/6.	[153, 1081, 280, 1102]
dateline: Received September 7, 9.58 a.m.	[164, 522, 269, 530]
place: MELBOURNE, September 7.	[159, 426, 250, 434]
section-subhead: THE ARRIVAL.	[750, 195, 797, 203]
article-subhead: TARATAHI DESIRES TWO MEETINGS.	[1002, 590, 1084, 606]
